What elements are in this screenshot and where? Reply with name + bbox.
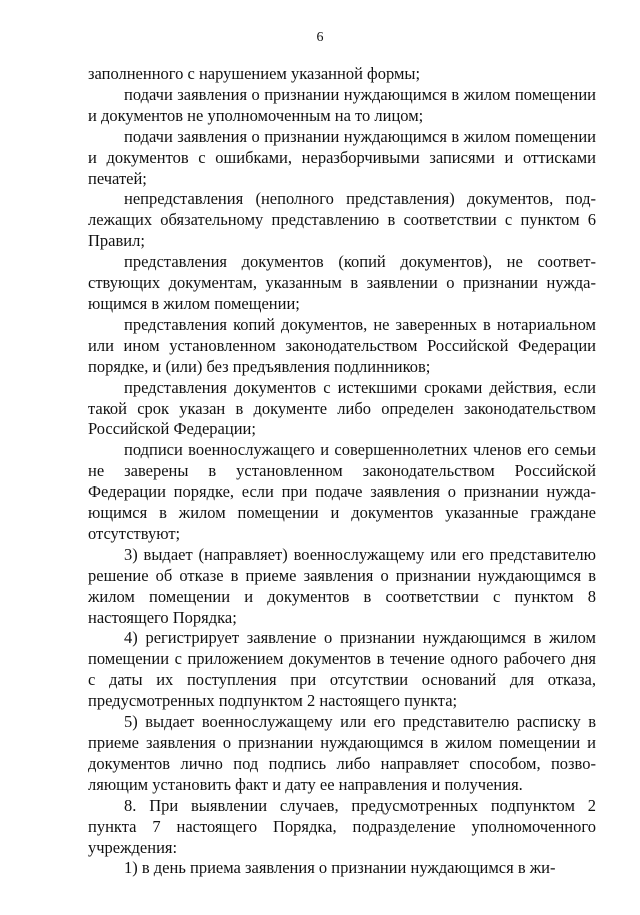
paragraph: непредставления (неполного представления) документов, подлежащих обязательному представлению в соответствии с пунктом 6 Правил; (88, 189, 596, 251)
list-item-4: 4) регистрирует заявление о признании нуждающимся в жилом помещении с приложением документов в течение одного рабочего дня с даты их поступления при отсутствии оснований для отказа, предусмотренных подпунктом 2 настоящего пункта; (88, 628, 596, 711)
paragraph: подачи заявления о признании нуждающимся в жилом помещении и документов не уполномоченным на то лицом; (88, 84, 596, 125)
paragraph: подачи заявления о признании нуждающимся в жилом помещении и документов с ошибками, неразборчивыми записями и оттисками печатей; (88, 126, 596, 188)
page-number: 6 (316, 30, 324, 45)
document-body (88, 64, 596, 879)
paragraph: представления копий документов, не заверенных в нотариальном или ином установленном законодательством Российской Федерации порядке, и (или) без предъявления подлинников; (88, 314, 596, 376)
list-item-3: 3) выдает (направляет) военнослужащему или его представителю решение об отказе в приеме заявления о признании нуждающимся в жилом помещении и документов в соответствии с пунктом 8 настоящего Порядка; (88, 544, 596, 627)
paragraph-continuation: заполненного с нарушением указанной формы; (88, 64, 421, 83)
list-item-5: 5) выдает военнослужащему или его представителю расписку в приеме заявления о признании нуждающимся в жилом помещении и документов лично под подпись либо направляет способом, позволяющим установить факт и дату ее направления и получения. (88, 712, 596, 794)
paragraph: представления документов (копий документов), не соответствующих документам, указанным в заявлении о признании нуждающимся в жилом помещении; (88, 252, 596, 313)
section-8-list-item-1: 1) в день приема заявления о признании нуждающимся в жи- (124, 858, 556, 878)
paragraph: представления документов с истекшими сроками действия, если такой срок указан в документе либо определен законодательством Российской Федерации; (88, 377, 596, 439)
paragraph: подписи военнослужащего и совершеннолетних членов его семьи не заверены в установленном законодательством Российской Федерации порядке, если при подаче заявления о признании нуждающимся в жилом помещении и документов указанные граждане отсутствуют; (88, 440, 596, 543)
section-8-paragraph: 8. При выявлении случаев, предусмотренных подпунктом 2 пункта 7 настоящего Порядка, подразделение уполномоченного учреждения: (88, 795, 596, 857)
